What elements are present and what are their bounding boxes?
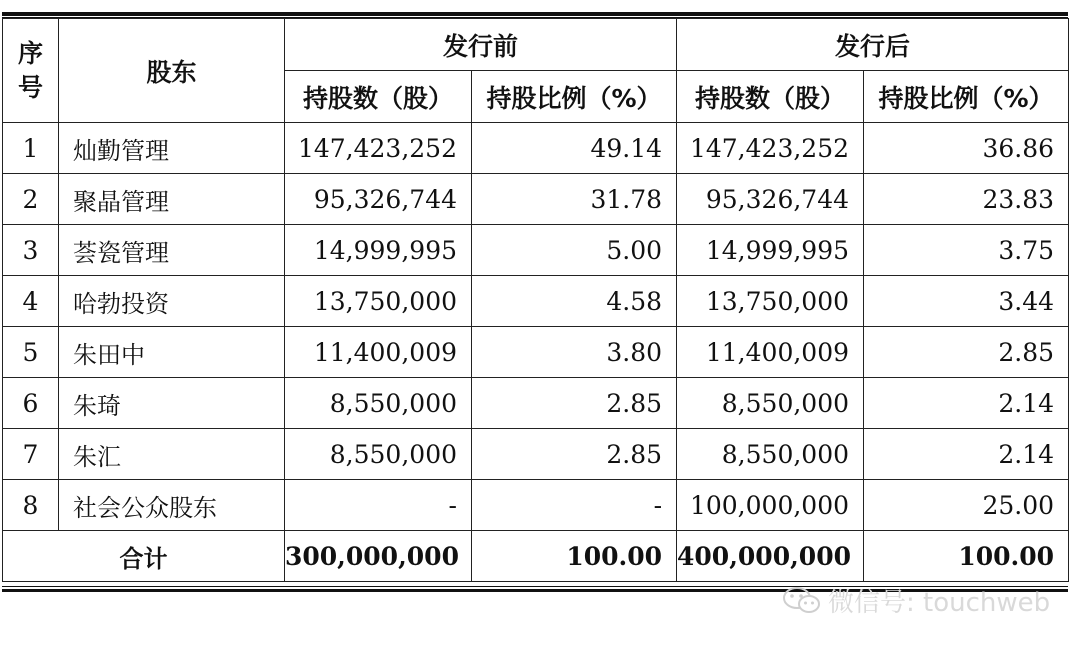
table-row [3,378,1069,429]
header-holder: 股东 [59,19,285,123]
row-after-shares: 147,423,252 [677,123,864,174]
row-holder-name: 灿勤管理 [59,123,285,174]
row-before-shares: 11,400,009 [285,327,472,378]
header-after-ratio: 持股比例（%） [864,71,1069,123]
total-before-ratio: 100.00 [472,531,677,582]
row-before-shares: - [285,480,472,531]
row-holder-name: 朱田中 [59,327,285,378]
header-after-group: 发行后 [677,19,1069,71]
shareholding-table [2,18,1069,582]
header-before-shares: 持股数（股） [285,71,472,123]
row-after-shares: 8,550,000 [677,378,864,429]
row-after-shares: 8,550,000 [677,429,864,480]
row-after-ratio: 3.75 [864,225,1069,276]
row-after-ratio: 25.00 [864,480,1069,531]
total-after-shares: 400,000,000 [677,531,864,582]
watermark-text: 微信号: touchweb [828,587,1051,618]
table-row [3,327,1069,378]
row-index: 2 [3,174,59,225]
row-after-shares: 95,326,744 [677,174,864,225]
row-after-shares: 14,999,995 [677,225,864,276]
header-seq-label: 序号 [17,38,43,102]
table-row [3,276,1069,327]
row-index: 5 [3,327,59,378]
table-row [3,480,1069,531]
top-rule-thick [2,12,1068,16]
table-row [3,174,1069,225]
row-before-shares: 147,423,252 [285,123,472,174]
row-holder-name: 哈勃投资 [59,276,285,327]
row-after-ratio: 2.14 [864,429,1069,480]
header-after-shares: 持股数（股） [677,71,864,123]
row-holder-name: 社会公众股东 [59,480,285,531]
total-before-shares: 300,000,000 [285,531,472,582]
row-before-ratio: 49.14 [472,123,677,174]
header-before-ratio: 持股比例（%） [472,71,677,123]
row-index: 4 [3,276,59,327]
row-before-ratio: 2.85 [472,378,677,429]
row-before-shares: 13,750,000 [285,276,472,327]
header-before-group: 发行前 [285,19,677,71]
total-after-ratio: 100.00 [864,531,1069,582]
row-after-ratio: 2.85 [864,327,1069,378]
row-before-ratio: 3.80 [472,327,677,378]
total-label: 合计 [3,531,285,582]
row-index: 7 [3,429,59,480]
row-before-ratio: 31.78 [472,174,677,225]
row-before-shares: 14,999,995 [285,225,472,276]
row-before-ratio: 4.58 [472,276,677,327]
row-before-shares: 8,550,000 [285,378,472,429]
total-row [3,531,1069,582]
row-before-ratio: 5.00 [472,225,677,276]
row-holder-name: 朱琦 [59,378,285,429]
table-row [3,429,1069,480]
row-index: 6 [3,378,59,429]
row-after-ratio: 36.86 [864,123,1069,174]
watermark [782,582,1050,618]
row-after-shares: 100,000,000 [677,480,864,531]
row-holder-name: 荟瓷管理 [59,225,285,276]
row-after-ratio: 2.14 [864,378,1069,429]
table-row [3,123,1069,174]
wechat-icon [782,585,822,615]
row-after-ratio: 3.44 [864,276,1069,327]
row-before-shares: 95,326,744 [285,174,472,225]
row-before-ratio: - [472,480,677,531]
row-after-shares: 13,750,000 [677,276,864,327]
row-before-shares: 8,550,000 [285,429,472,480]
table-row [3,225,1069,276]
header-seq [3,19,59,123]
row-index: 8 [3,480,59,531]
row-index: 3 [3,225,59,276]
row-after-ratio: 23.83 [864,174,1069,225]
row-before-ratio: 2.85 [472,429,677,480]
row-holder-name: 聚晶管理 [59,174,285,225]
row-index: 1 [3,123,59,174]
row-after-shares: 11,400,009 [677,327,864,378]
row-holder-name: 朱汇 [59,429,285,480]
